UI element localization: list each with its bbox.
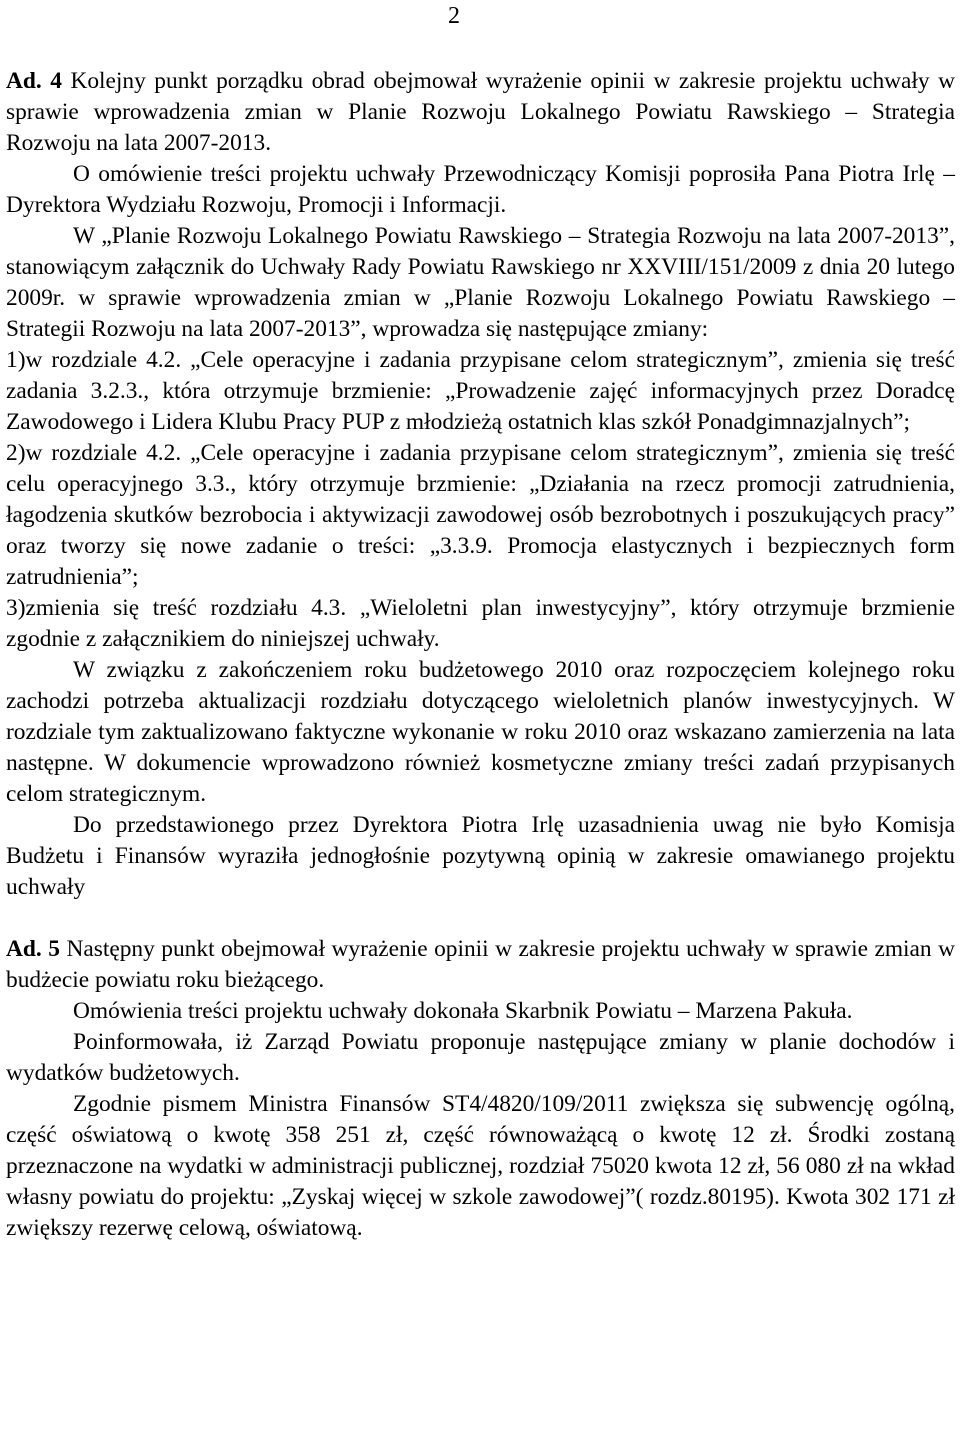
ad4-paragraph-1: O omówienie treści projektu uchwały Przewodniczący Komisji poprosiła Pana Piotra Irlę – Dyrektora Wydziału Rozwoju, Promocji i Informacji. — [6, 161, 955, 218]
ad5-intro-text: Następny punkt obejmował wyrażenie opinii w zakresie projektu uchwały w sprawie zmian w budżecie powiatu roku bieżącego. — [6, 936, 955, 993]
ad4-paragraph-4: Do przedstawionego przez Dyrektora Piotra Irlę uzasadnienia uwag nie było Komisja Budżetu i Finansów wyraziła jednogłośnie pozytywną opinią w zakresie omawianego projektu uchwały — [6, 812, 955, 900]
ad5-label: Ad. 5 — [6, 936, 60, 962]
ad4-intro-paragraph — [6, 66, 955, 159]
ad5-paragraph-1: Omówienia treści projektu uchwały dokonała Skarbnik Powiatu – Marzena Pakuła. — [73, 998, 853, 1024]
page-number: 2 — [448, 3, 460, 29]
ad5-paragraph-2: Poinformowała, iż Zarząd Powiatu proponuje następujące zmiany w planie dochodów i wydatków budżetowych. — [6, 1029, 955, 1086]
document-body — [6, 66, 955, 1244]
ad4-paragraph-3: W związku z zakończeniem roku budżetowego 2010 oraz rozpoczęciem kolejnego roku zachodzi potrzeba aktualizacji rozdziału dotyczącego wieloletnich planów inwestycyjnych. W rozdziale tym zaktualizowano faktyczne wykonanie w roku 2010 oraz wskazano zamierzenia na lata następne. W dokumencie wprowadzono również kosmetyczne zmiany treści zadań przypisanych celom strategicznym. — [6, 657, 955, 807]
ad5-paragraph-3: Zgodnie pismem Ministra Finansów ST4/4820/109/2011 zwiększa się subwencję ogólną, część oświatową o kwotę 358 251 zł, część równoważącą o kwotę 12 zł. Środki zostaną przeznaczone na wydatki w administracji publicznej, rozdział 75020 kwota 12 zł, 56 080 zł na wkład własny powiatu do projektu: „Zyskaj więcej w szkole zawodowej”( rozdz.80195). Kwota 302 171 zł zwiększy rezerwę celową, oświatową. — [6, 1091, 955, 1241]
ad4-list-item-2: 2)w rozdziale 4.2. „Cele operacyjne i zadania przypisane celom strategicznym”, zmienia się treść celu operacyjnego 3.3., który otrzymuje brzmienie: „Działania na rzecz promocji zatrudnienia, łagodzenia skutków bezrobocia i aktywizacji zawodowej osób bezrobotnych i poszukujących pracy” oraz tworzy się nowe zadanie o treści: „3.3.9. Promocja elastycznych i bezpiecznych form zatrudnienia”; — [6, 440, 955, 590]
ad4-label: Ad. 4 — [6, 68, 62, 94]
ad4-list-item-3: 3)zmienia się treść rozdziału 4.3. „Wieloletni plan inwestycyjny”, który otrzymuje brzmienie zgodnie z załącznikiem do niniejszej uchwały. — [6, 595, 955, 652]
ad4-list-item-1: 1)w rozdziale 4.2. „Cele operacyjne i zadania przypisane celom strategicznym”, zmienia się treść zadania 3.2.3., która otrzymuje brzmienie: „Prowadzenie zajęć informacyjnych przez Doradcę Zawodowego i Lidera Klubu Pracy PUP z młodzieżą ostatnich klas szkół Ponadgimnazjalnych”; — [6, 347, 955, 435]
ad4-intro-text: Kolejny punkt porządku obrad obejmował wyrażenie opinii w zakresie projektu uchwały w sprawie wprowadzenia zmian w Planie Rozwoju Lokalnego Powiatu Rawskiego – Strategia Rozwoju na lata 2007-2013. — [6, 68, 956, 156]
ad4-paragraph-2: W „Planie Rozwoju Lokalnego Powiatu Rawskiego – Strategia Rozwoju na lata 2007-2013”, stanowiącym załącznik do Uchwały Rady Powiatu Rawskiego nr XXVIII/151/2009 z dnia 20 lutego 2009r. w sprawie wprowadzenia zmian w „Planie Rozwoju Lokalnego Powiatu Rawskiego – Strategii Rozwoju na lata 2007-2013”, wprowadza się następujące zmiany: — [6, 223, 955, 342]
ad5-intro-paragraph — [6, 934, 955, 996]
